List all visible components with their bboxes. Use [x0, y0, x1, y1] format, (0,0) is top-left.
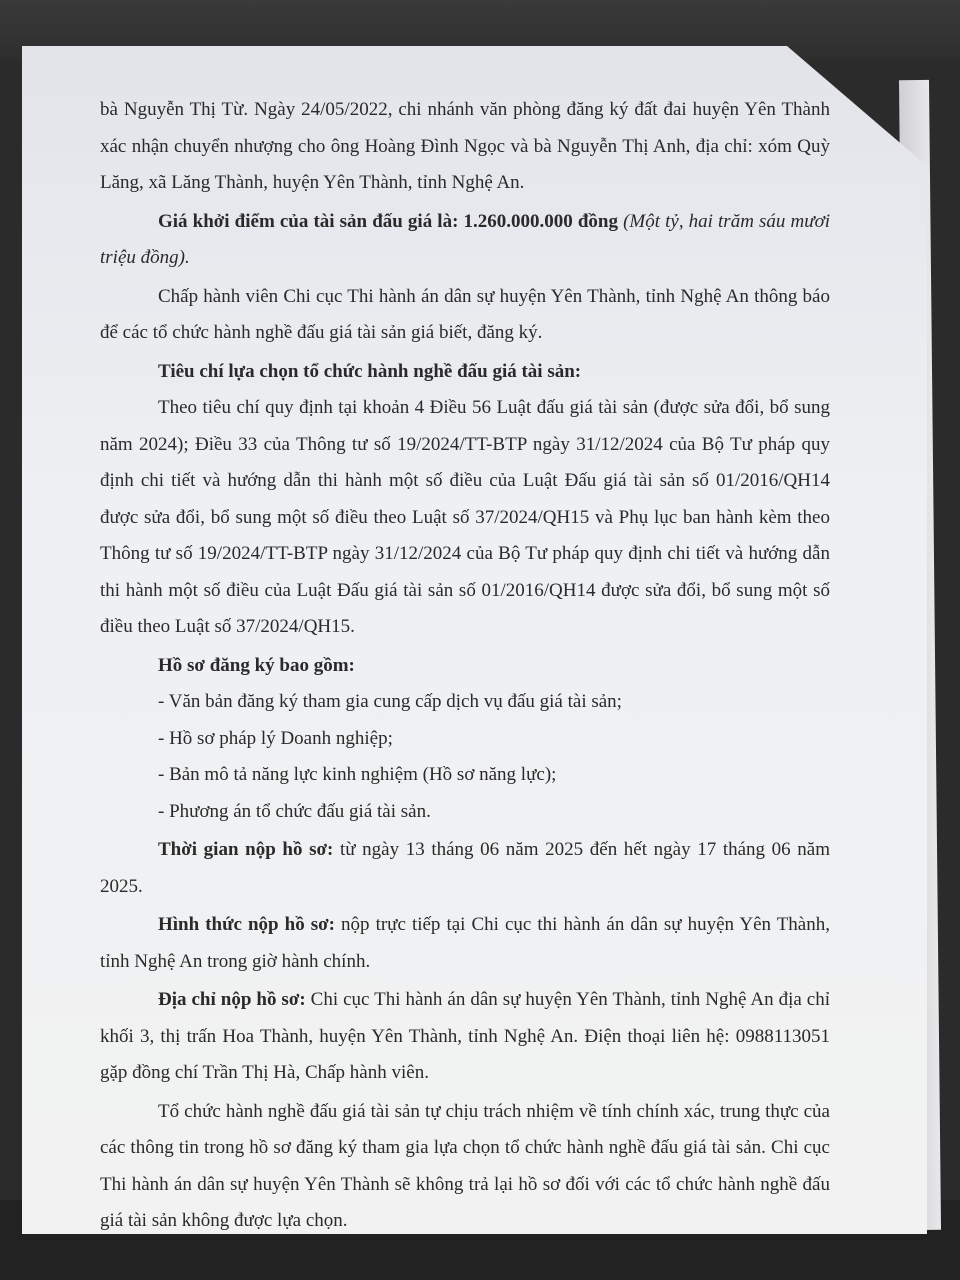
paragraph-notice: Chấp hành viên Chi cục Thi hành án dân sự huyện Yên Thành, tỉnh Nghệ An thông báo để các tổ chức hành nghề đấu giá tài sản giá biết, đăng ký. — [100, 285, 830, 343]
list-item: - Bản mô tả năng lực kinh nghiệm (Hồ sơ năng lực); — [158, 764, 557, 785]
paragraph-submission-address — [100, 982, 830, 1092]
list-item: - Văn bản đăng ký tham gia cung cấp dịch vụ đấu giá tài sản; — [158, 691, 622, 712]
list-item: - Phương án tổ chức đấu giá tài sản. — [158, 800, 431, 822]
paragraph-starting-price — [100, 204, 830, 277]
submission-time-text: từ ngày 13 tháng 06 năm 2025 đến hết ngày 17 tháng 06 năm 2025. — [100, 839, 831, 897]
paragraph-transfer: bà Nguyễn Thị Từ. Ngày 24/05/2022, chi nhánh văn phòng đăng ký đất đai huyện Yên Thành xác nhận chuyển nhượng cho ông Hoàng Đình Ngọc và bà Nguyễn Thị Anh, địa chỉ: xóm Quỳ Lăng, xã Lăng Thành, huyện Yên Thành, tỉnh Nghệ An. — [100, 99, 830, 193]
paragraph-responsibility: Tổ chức hành nghề đấu giá tài sản tự chịu trách nhiệm về tính chính xác, trung thực của các thông tin trong hồ sơ đăng ký tham gia lựa chọn tổ chức hành nghề đấu giá tài sản. Chi cục Thi hành án dân sự huyện Yên Thành sẽ không trả lại hồ sơ đối với các tổ chức hành nghề đấu giá tài sản không được lựa chọn. — [100, 1100, 830, 1231]
starting-price-label: Giá khởi điểm của tài sản đấu giá là: 1.260.000.000 đồng — [158, 210, 618, 232]
paragraph-submission-time — [100, 832, 830, 905]
list-item: - Hồ sơ pháp lý Doanh nghiệp; — [158, 727, 393, 749]
paragraph-submission-method — [100, 907, 830, 980]
dossier-heading: Hồ sơ đăng ký bao gồm: — [158, 654, 355, 676]
submission-address-text: Chi cục Thi hành án dân sự huyện Yên Thành, tỉnh Nghệ An địa chỉ khối 3, thị trấn Hoa Thành, huyện Yên Thành, tỉnh Nghệ An. Điện thoại liên hệ: 0988113051 gặp đồng chí Trần Thị Hà, Chấp hành viên. — [100, 989, 830, 1083]
submission-time-label: Thời gian nộp hồ sơ: — [158, 839, 334, 860]
submission-address-label: Địa chỉ nộp hồ sơ: — [158, 989, 306, 1010]
criteria-body: Theo tiêu chí quy định tại khoản 4 Điều 56 Luật đấu giá tài sản (được sửa đổi, bổ sung năm 2024); Điều 33 của Thông tư số 19/2024/TT-BTP ngày 31/12/2024 của Bộ Tư pháp quy định chi tiết và hướng dẫn thi hành một số điều của Luật Đấu giá tài sản số 01/2016/QH14 được sửa đổi, bổ sung một số điều theo Luật số 37/2024/QH15 và Phụ lục ban hành kèm theo Thông tư số 19/2024/TT-BTP ngày 31/12/2024 của Bộ Tư pháp quy định chi tiết và hướng dẫn thi hành một số điều của Luật Đấu giá tài sản số 01/2016/QH14 được sửa đổi, bổ sung một số điều theo Luật số 37/2024/QH15. — [100, 397, 830, 637]
document-body — [100, 92, 830, 1240]
dossier-list — [100, 684, 830, 830]
submission-method-text: nộp trực tiếp tại Chi cục thi hành án dân sự huyện Yên Thành, tỉnh Nghệ An trong giờ hành chính. — [100, 914, 830, 972]
starting-price-words: (Một tỷ, hai trăm sáu mươi triệu đồng). — [100, 210, 830, 268]
criteria-heading: Tiêu chí lựa chọn tổ chức hành nghề đấu giá tài sản: — [158, 360, 582, 382]
submission-method-label: Hình thức nộp hồ sơ: — [158, 914, 335, 935]
